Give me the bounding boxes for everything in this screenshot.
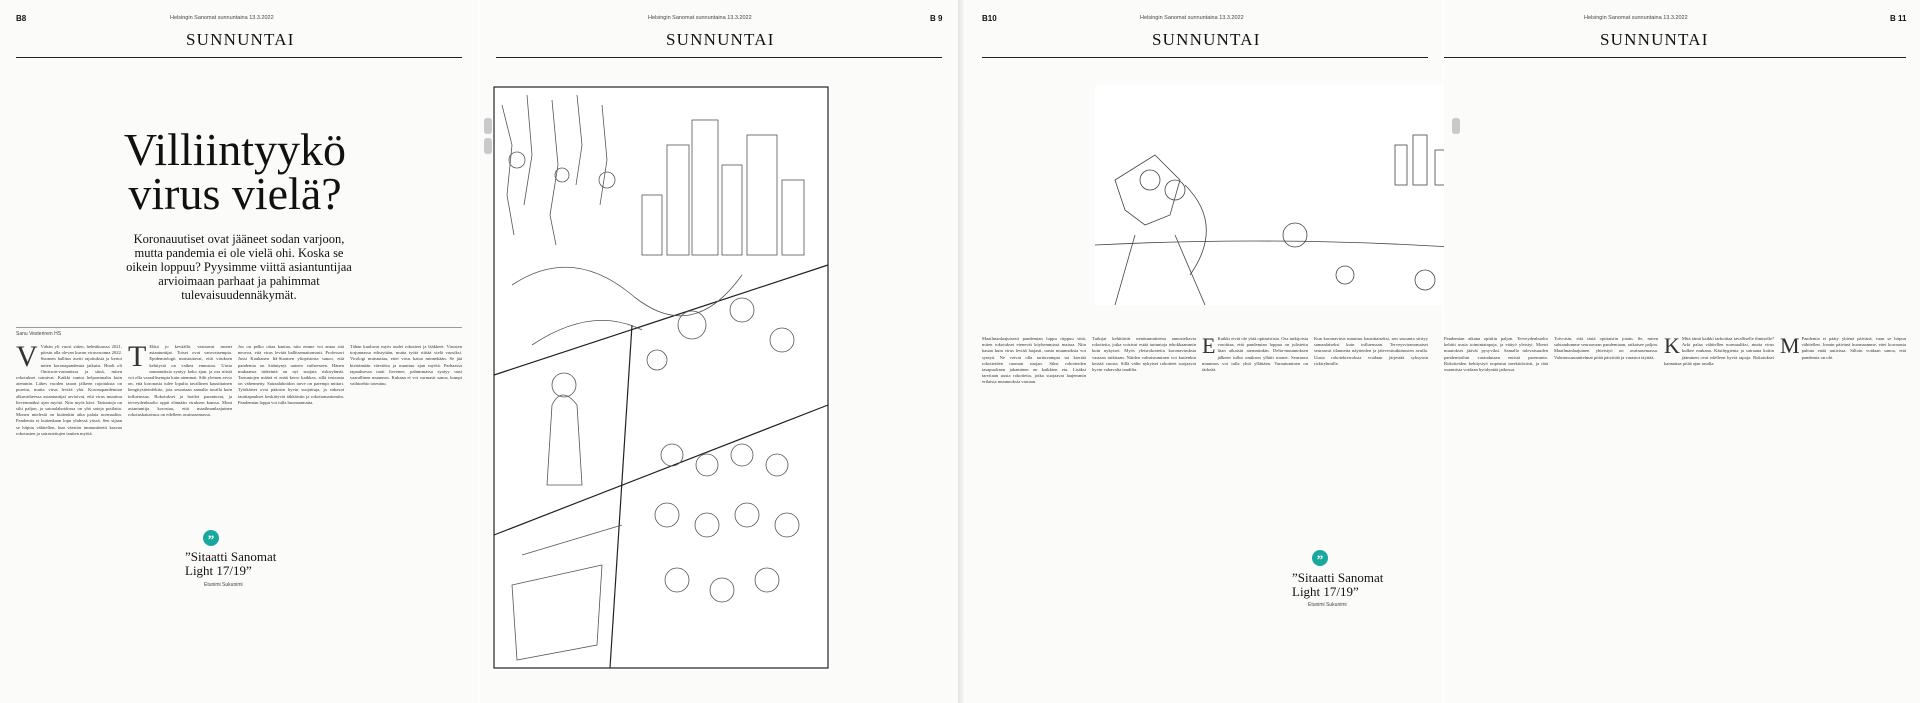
drop-cap: V	[16, 344, 38, 373]
pull-quote: ”Sitaatti Sanomat Light 17/19”	[185, 549, 277, 578]
byline-rule	[16, 327, 462, 328]
page-number: B 9	[930, 14, 943, 23]
body-column: Pandemian aikana opittiin paljon. Terveydenhuolto kehitti uusia toimintatapoja, ja etätyö yleistyi. Monet muutokset jäävät pysyviksi. Samalla tulevaisuuden pandemioihin varaudutaan entistä paremmin. Rokotteiden kehitystyö nopeutui merkittävästi, ja tätä osaamista voidaan hyödyntää jatkossa.	[1444, 336, 1548, 373]
page-header: Helsingin Sanomat sunnuntaina 13.3.2022	[170, 15, 274, 21]
page-b11	[1444, 0, 1920, 703]
body-column: V Vähän yli vuosi sitten, helmikuussa 2021, piirsin alla olevan kuvan virusvuonna 2022. Suomen hallitus asetti rajoituksia ja kertoi miten koronapandemia jatkuisi. Huoli oli Omicron-variantissa ja siinä, miten rokotukset toimivat. Kaikki tuntui helpommalta kuin aiemmin. Lähes vuoden tauon jälkeen rajoituksia on purettu, mutta virus leviää yhä. Koronapandemian alkuvaiheessa asiantuntijat arvioivat, että virus muuttuu lievemmäksi ajan myötä. Niin myös kävi. Tartuntoja on silti paljon, ja sairaalahoidossa on yhä satoja potilaita. Monen mielestä on kuitenkin aika palata normaaliin. Pandemia ei kuitenkaan lopu yhdessä yössä. Sen sijaan se hiipuu vähitellen, kun väestön immuniteetti kasvaa rokotusten ja sairastettujen tautien myötä.	[16, 344, 122, 436]
body-column: Kun koronavirus muuttuu kausittaiseksi, sen seuranta siirtyy samanlaiseksi kuin influenssan. Terveysviranomaiset seuraavat tilannetta näytteiden ja jätevesitutkimusten avulla. Uusia rokotekierroksia voidaan järjestää syksyisin riskiryhmille.	[1314, 336, 1428, 366]
body-column: Maailmanlaajuisesti pandemian loppu riippuu siitä, miten rokotukset etenevät köyhemmissä maissa. Niin kauan kuin virus leviää laajasti, uusia muunnoksia voi syntyä. Ne voivat olla tarttuvampia tai kiertää rokotteiden tuoman suojan. Siksi rokotteiden tasapuolinen jakaminen on kaikkien etu. Lisäksi tarvitaan uusia rokotteita, jotka suojaavat laajemmin erilaisia muunnoksia vastaan.	[982, 336, 1086, 385]
body-column: K Mitä tämä kaikki tarkoittaa tavalliselle ihmiselle? Arki palaa vähitellen normaaliksi, mutta virus kulkee mukana. Käsihygienia ja sairaana kotiin jääminen ovat edelleen hyviä tapoja. Rokotukset kannattaa pitää ajan tasalla.	[1664, 336, 1774, 366]
section-title: SUNNUNTAI	[666, 30, 775, 49]
pull-quote: ”Sitaatti Sanomat Light 17/19”	[1292, 570, 1384, 599]
page-b9	[480, 0, 958, 703]
body-column: Tutkijat kehittävät nenäsumutteena annosteltavia rokotteita, jotka voisivat estää tartuntoja tehokkaammin kuin nykyiset. Myös yleisrokotteita koronaviruksia vastaan tutkitaan. Näiden valmistuminen voi kuitenkin kestää vuosia. Sillä välin nykyiset rokotteet suojaavat hyvin vakavalta taudilta.	[1092, 336, 1196, 373]
section-title: SUNNUNTAI	[1152, 30, 1261, 49]
body-column: M Pandemia ei pääty yhtenä päivänä, vaan se hiipuu vähitellen. Jonain päivänä huomaamme, ettei koronasta puhuta enää uutisissa. Silloin voidaan sanoa, että pandemia on ohi.	[1780, 336, 1906, 360]
drop-cap: T	[128, 344, 147, 373]
drop-cap: K	[1664, 336, 1680, 358]
spread-gutter	[958, 0, 966, 703]
section-title: SUNNUNTAI	[186, 30, 295, 49]
article-headline: Villiintyykö virus vielä?	[123, 124, 347, 219]
page-b8	[0, 0, 478, 703]
body-column: Jos on pelko ottaa kantaa, niin emme voi antaa sitä neuvoa, että virus leviää hallitsemattomasti. Professori Jussi Kauhanen Itä-Suomen yliopistosta sanoo, että pandemia on kääntynyt uuteen vaiheeseen. Hänen mukaansa tärkeintä on nyt suojata riskiryhmät. Tartuntojen määrä ei enää kerro kaikkea, sillä testausta on vähennetty. Sairaalahoidon tarve on parempi mittari. Työikäiset ovat pääosin hyvin suojattuja, ja vakavat tautitapaukset keskittyvät iäkkäisiin ja rokottamattomiin. Pandemian loppu voi tulla huomaamatta.	[238, 344, 344, 405]
pull-quote-credit: Etunimi Sukunimi	[204, 582, 243, 588]
article-lede: Koronauutiset ovat jääneet sodan varjoon, mutta pandemia ei ole vielä ohi. Koska se oikein loppuu? Pyysimme viittä asiantuntijaa arvioimaan parhaat ja pahimmat tulevaisuudennäkymät.	[126, 232, 352, 302]
page-number: B10	[982, 14, 997, 23]
body-column: Toivoisin, että tästä opittaisiin jotain. Se, miten suhtaudumme seuraavaan pandemiaan, ratkaisee paljon. Maailmanlaajuinen yhteistyö on avainasemassa. Valmiussuunnitelmat pitää päivittää ja varastot täyttää.	[1554, 336, 1658, 360]
page-number: B8	[16, 14, 27, 23]
header-rule	[16, 57, 462, 58]
drop-cap: M	[1780, 336, 1800, 358]
page-number: B 11	[1890, 14, 1907, 23]
scroll-tab-left[interactable]	[484, 118, 492, 134]
page-header: Helsingin Sanomat sunnuntaina 13.3.2022	[1140, 15, 1244, 21]
body-column: E Kaikki eivät ole yhtä optimistisia. Osa tutkijoista varoittaa, että pandemian loppua on julistettu liian aikaisin aiemminkin. Delta-muunnoksen jälkeen tullut omikron yllätti monet. Seuraava muunnos voi tulla yhtä yllättäen. Varautuminen on tärkeää.	[1202, 336, 1308, 373]
body-column: T Ehkä jo keväällä, vastaavat monet asiantuntijat. Toiset ovat varovaisempia. Epidemiologit muistuttavat, että viruksen kehitystä on vaikea ennustaa. Uusia muunnoksia syntyy koko ajan, ja osa niistä voi olla vaarallisempia kuin aiemmat. Silti yleinen arvio on, että koronasta tulee lopulta tavallinen kausittainen hengitystieinfektio, jota seurataan samalla tavalla kuin influenssaa. Rokotukset ja hoidot parantuvat, ja terveydenhuolto oppii elämään viruksen kanssa. Moni asiantuntija korostaa, että maailmanlaajuinen rokotuskattavuus on edelleen avainasemassa.	[128, 344, 232, 418]
quote-mark-icon: ”	[203, 530, 219, 546]
page-header: Helsingin Sanomat sunnuntaina 13.3.2022	[648, 15, 752, 21]
drop-cap: E	[1202, 336, 1216, 358]
comic-illustration	[492, 85, 830, 670]
scroll-tab-right[interactable]	[1452, 118, 1460, 134]
section-title: SUNNUNTAI	[1600, 30, 1709, 49]
page-header: Helsingin Sanomat sunnuntaina 13.3.2022	[1584, 15, 1688, 21]
header-rule	[982, 57, 1428, 58]
header-rule	[1444, 57, 1906, 58]
header-rule	[496, 57, 942, 58]
pandemic-sketch-image	[492, 85, 830, 670]
body-column: Tähän kuuluvat myös uudet rokotteet ja lääkkeet. Virusten torjunnassa edistytään, mutta työtä riittää vielä vuosiksi. Virologi muistuttaa, ettei virus katoa minnekään. Se jää kiertämään väestöön ja muuttuu ajan myötä. Parhaassa tapauksessa tauti lievenee, pahimmassa syntyy uusi vaarallinen muunnos. Kukaan ei voi varmasti sanoa, kumpi vaihtoehto toteutuu.	[350, 344, 462, 387]
byline: Sanu Vesterinen HS	[16, 331, 62, 337]
pull-quote-credit: Etunimi Sukunimi	[1308, 602, 1347, 608]
quote-mark-icon: ”	[1312, 550, 1328, 566]
scroll-tab-left[interactable]	[484, 138, 492, 154]
